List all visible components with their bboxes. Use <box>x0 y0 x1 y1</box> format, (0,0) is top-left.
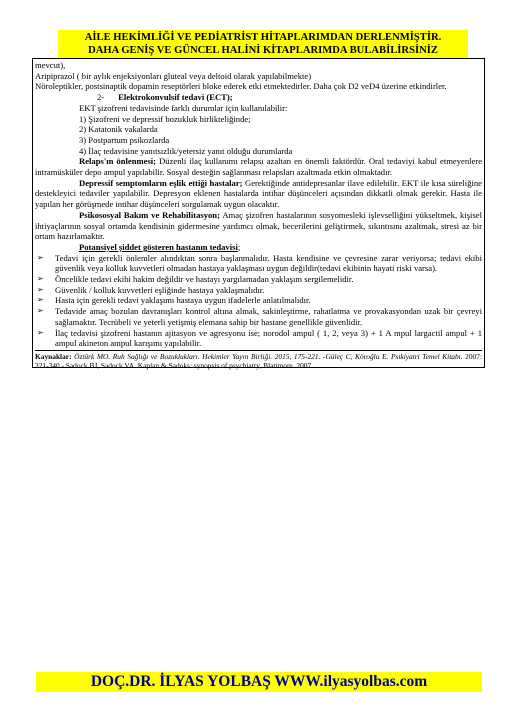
content-box <box>32 58 485 371</box>
text-line: Aripiprazol ( bir aylık enjeksiyonları gluteal veya deltoid olarak yapılabilmekte) <box>35 70 312 81</box>
psychosocial-title: Psikososyal Bakım ve Rehabilitasyon; <box>79 209 220 220</box>
depression-title: Depressif semptomların eşlik ettiği hastalar; <box>79 177 243 188</box>
psychosocial-paragraph <box>35 210 482 242</box>
relapse-title: Relaps'ın önlenmesi; <box>79 156 157 167</box>
banner-line-2: DAHA GENİŞ VE GÜNCEL HALİNİ KİTAPLARIMDA BULABİLİRSİNİZ <box>88 45 438 56</box>
list-item: ➢ Tedavide amaç bozulan davranışları kontrol altına almak, sakinleştirme, rahatlatma ve provakasyondan uzak bir çevreyi sağlamaktır. Tecrübeli ve yeterli yetişmiş elemana sahip bir hastane genellikle güvenlidir. <box>37 306 482 327</box>
text-paragraph: Nöroleptikler, postsinaptik dopamin reseptörleri bloke ederek etki etmektedirler. Daha çok D2 veD4 üzerine etkindirler. <box>35 81 447 92</box>
relapse-text: Düzenli ilaç kullanımı relapsı azaltan en önemli faktördür. Oral tedaviyi kabul etmeyenlere intramüsküler depo ampul yapılabilir. Sosyal desteğin sağlanması relapsları azaltmada etkin olmaktadır. <box>35 156 483 178</box>
banner-line-1: AİLE HEKİMLİĞİ VE PEDİATRİST HİTAPLARIMDAN DERLENMİŞTİR. <box>84 32 442 43</box>
ect-item: 3) Postpartum psikozlarda <box>79 134 170 145</box>
ect-item: 2) Katatonik vakalarda <box>79 124 158 135</box>
arrow-bullet-icon: ➢ <box>37 252 44 262</box>
psychosocial-text: Amaç şizofren hastalarının sosyomesleki işlevselliğini yükseltmek, kişisel ihtiyaçlarının sosyal ortamda kendisinin gidermesine yardımcı olmak, becerilerini geliştirmek, sıkıntısını azaltmak, stresi az bir ortam hazırlamaktır. <box>35 209 482 242</box>
ect-title: Elektrokonvulsif tedavi (ECT); <box>118 92 233 103</box>
list-item: ➢ Öncelikle tedavi ekibi hakim değildir ve hastayı yargılamadan yaklaşım sergilemelidir. <box>37 274 354 285</box>
ect-number: 2- <box>97 92 105 103</box>
arrow-bullet-icon: ➢ <box>37 327 44 337</box>
violent-title: Potansiyel şiddet gösteren hastanın tedavisi <box>79 241 238 252</box>
arrow-bullet-icon: ➢ <box>37 274 44 284</box>
references-italic: Öztürk MO. Ruh Sağlığı ve Bozuklukları. Hekimler Yayın Birliği. 2015, 175-221. -Güleç C, Köroğlu E. Psikiyatri Temel Kitabı. <box>71 351 463 361</box>
ect-intro: EKT şizofreni tedavisinde farklı durumlar için kullanılabilir: <box>79 102 288 113</box>
ect-heading <box>35 92 482 103</box>
arrow-bullet-icon: ➢ <box>37 295 44 305</box>
references <box>35 350 482 370</box>
list-item: ➢ Hasta için gerekli tedavi yaklaşımı hastaya uygun ifadelerle anlatılmalıdır. <box>37 295 311 306</box>
arrow-bullet-icon: ➢ <box>37 306 44 316</box>
list-item: ➢ İlaç tedavisi şizofreni hastanın ajitasyon ve agresyonu ise; norodol ampul ( 1, 2, veya 3) + 1 A mpul largactil ampul + 1 ampul akineton ampul karışımı yapılabilir. <box>37 327 482 349</box>
footer-signature: DOÇ.DR. İLYAS YOLBAŞ WWW.ilyasyolbas.com <box>36 672 482 692</box>
header-banner <box>58 30 468 58</box>
text-line: mevcut), <box>35 60 66 70</box>
depression-paragraph <box>35 178 482 210</box>
content-body <box>35 60 482 370</box>
ect-item: 1) Şizofreni ve depressif bozukluk birlikteliğinde; <box>79 113 251 124</box>
list-item: ➢ Tedavi için gerekli önlemler alındıktan sonra başlanmalıdır. Hasta kendisine ve çevresine zarar veriyorsa; tedavi ekibi güvenlik veya kolluk kuvvetleri olmadan hastaya yaklaşması uygun değildir(tedavi ekibinin hayati riski varsa). <box>37 252 482 274</box>
ect-item: 4) İlaç tedavisine yanıtsızlık/yetersiz yanıt olduğu durumlarda <box>79 145 293 156</box>
depression-text: Gerektiğinde antidepresanlar ilave edilebilir. EKT ile kısa süreliğine destekleyici tedaviler yapılabilir. Depresyon eklenen hastalarda intihar düşünceleri açısından dikkatli olmak gerekir. Hasta ile yapılan her görüşmede intihar düşünceleri sorgulamak uygun olacaktır. <box>35 177 482 210</box>
violent-heading: Potansiyel şiddet gösteren hastanın tedavisi; <box>79 241 241 252</box>
arrow-bullet-icon: ➢ <box>37 284 44 294</box>
list-item: ➢ Güvenlik / kolluk kuvvetleri eşliğinde hastaya yaklaşmalıdır. <box>37 284 265 295</box>
relapse-paragraph <box>35 156 482 177</box>
references-rest: 2007: 321-340 - Sadock BJ, Sadock VA. Kaplan & Sadoks: synopsis of psychiatry, Blatimore. 2007. <box>35 351 482 371</box>
references-label: Kaynaklar: <box>35 351 72 361</box>
